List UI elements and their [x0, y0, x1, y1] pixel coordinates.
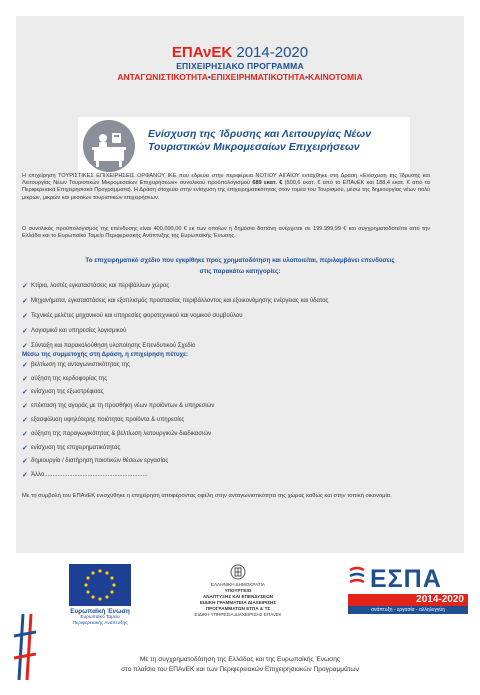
espa-wave-icon	[348, 566, 366, 592]
list-item	[22, 386, 432, 400]
budget-paragraph: Ο συνολικός προϋπολογισμός της επένδυσης είναι 400.000,00 € εκ των οποίων η δημόσια δαπάνη ανέρχεται σε 199.999,99 € και συγχρηματοδοτείται από την Ελλάδα και το Ευρωπαϊκό Ταμείο Περιφερειακής Ανάπτυξης της Ευρωπαϊκής Ένωσης.	[22, 226, 430, 240]
program-header	[16, 44, 464, 83]
investments-list	[22, 278, 432, 353]
list-item	[22, 413, 432, 427]
ministry-line: ΥΠΟΥΡΓΕΙΟ	[224, 588, 252, 593]
cofunding-line: στο πλαίσιο του ΕΠΑνΕΚ και των Περιφερειακών Επιχειρησιακών Προγραμμάτων	[121, 665, 359, 673]
intro-paragraph	[22, 173, 430, 202]
espa-tagline: ανάπτυξη - εργασία - αλληλεγγύη	[348, 606, 468, 614]
list-item	[22, 308, 432, 323]
slogan-innovation: ΚΑΙΝΟΤΟΜΙΑ	[307, 72, 363, 82]
list-item	[22, 399, 432, 413]
eu-fund-name: Περιφερειακής Ανάπτυξης	[72, 621, 128, 626]
cofunding-note	[0, 655, 480, 674]
check-icon: ✓	[22, 342, 28, 350]
eu-flag-icon	[69, 564, 131, 606]
check-icon: ✓	[22, 417, 28, 425]
espa-logo-top	[348, 564, 468, 594]
list-item	[22, 372, 432, 386]
slogan-entrepreneurship: ΕΠΙΧΕΙΡΗΜΑΤΙΚΟΤΗΤΑ	[210, 72, 305, 82]
check-icon: ✓	[22, 327, 28, 335]
ministry-line: ΕΙΔΙΚΗ ΓΡΑΜΜΑΤΕΙΑ ΔΙΑΧΕΙΡΙΣΗΣ	[199, 600, 277, 605]
check-icon: ✓	[22, 282, 28, 290]
list-item	[22, 441, 432, 455]
list-item-text: ενίσχυση της επιχειρηματικότητας	[31, 444, 121, 451]
list-item-text: Σύνταξη και παρακολούθηση υλοποίησης Επενδυτικού Σχεδίο	[31, 342, 196, 349]
list-item-text: εξασφάλιση υψηλότερης ποιότητας προϊόντα & υπηρεσίες	[31, 417, 185, 424]
list-item-text: Τεχνικές μελέτες μηχανικού και υπηρεσίες φοροτεχνικού και νομικού συμβούλου	[31, 312, 243, 319]
investments-heading-line: στις παρακάτω κατηγορίες:	[199, 268, 281, 275]
achievements-heading: Μέσω της συμμετοχής στη Δράση, η επιχείρηση πέτυχε:	[22, 351, 189, 358]
program-slogan	[16, 72, 464, 83]
brand-years: 2014-2020	[236, 44, 309, 61]
list-item	[22, 468, 432, 482]
ministry-logo	[168, 564, 308, 618]
check-icon: ✓	[22, 312, 28, 320]
slogan-dot: •	[304, 72, 308, 82]
check-icon: ✓	[22, 430, 28, 438]
intro-text-continued: (500,6 εκατ. € από το ΕΠΑνΕΚ και 188,4 εκατ. € από τα Περιφερειακά Επιχειρησιακά Προγράμματα). Η Δράση στοχεύει στην ενίσχυση της επιχειρηματικότητας στον τομέα του Τουρισμού, μέσω της δημιουργίας νέων πολύ μικρών, μικρών και μεσαίων τουριστικών επιχειρήσεων.	[22, 180, 430, 201]
check-icon: ✓	[22, 361, 28, 369]
intro-text: Η επιχείρηση ΤΟΥΡΙΣΤΙΚΕΣ ΕΠΙΧΕΙΡΗΣΕΙΣ ΟΡΦΑΝΟΥ ΙΚΕ που εδρεύει στην περιφέρεια ΝΟΤΙΟΥ ΑΙΓΑΙΟΥ εντάχθηκε στη Δράση «Ενίσχυση της Ίδρυσης και Λειτουργίας Νέων Τουριστικών Μικρομεσαίων Επιχειρήσεων» συνολικού προϋπολογισμού	[22, 173, 430, 187]
eu-fund-name: Ευρωπαϊκό Ταμείο	[80, 615, 120, 620]
list-item-text: αύξηση της κερδοφορίας της	[31, 375, 108, 382]
brand-name: ΕΠΑνΕΚ	[171, 44, 233, 61]
list-item-text: Λογισμικό και υπηρεσίες λογισμικού	[31, 327, 127, 334]
slogan-competitiveness: ΑΝΤΑΓΩΝΙΣΤΙΚΟΤΗΤΑ	[117, 72, 208, 82]
check-icon: ✓	[22, 444, 28, 452]
list-item	[22, 455, 432, 469]
espa-word: ΕΣΠΑ	[370, 565, 442, 593]
tourism-reception-icon	[82, 119, 136, 173]
action-banner	[78, 117, 410, 175]
greek-emblem-icon	[230, 564, 246, 580]
check-icon: ✓	[22, 403, 28, 411]
cofunding-line: Με τη συγχρηματοδότηση της Ελλάδας και της Ευρωπαϊκής Ένωσης	[139, 656, 341, 663]
list-item-text: Κτίρια, λοιπές εγκαταστάσεις και περιβάλλων χώρος	[31, 282, 170, 289]
list-item	[22, 293, 432, 308]
content-panel	[16, 16, 464, 553]
investments-heading	[16, 255, 464, 277]
intro-amount: 689 εκατ. €	[252, 180, 283, 187]
list-item-text: Άλλο..............................................................	[31, 472, 148, 479]
closing-paragraph: Με τη συμβολή του ΕΠΑνΕΚ ενισχύθηκε η επιχείρηση αποφέροντας οφέλη στην ανταγωνιστικότητα της χώρας καθώς και στην τοπική οικονομία.	[22, 493, 392, 499]
list-item-text: Μηχανήματα, εγκαταστάσεις και εξοπλισμός προστασίας περιβάλλοντος και εξοικονόμησης ενέργειας και ύδατος	[31, 297, 329, 304]
list-item-text: δημιουργία / διατήρηση ποιοτικών θέσεων εργασίας	[31, 458, 169, 465]
ministry-line: ΕΙΔΙΚΗ ΥΠΗΡΕΣΙΑ ΔΙΑΧΕΙΡΙΣΗΣ ΕΠΑνΕΚ	[194, 612, 282, 617]
list-item	[22, 427, 432, 441]
list-item	[22, 323, 432, 338]
check-icon: ✓	[22, 458, 28, 466]
espa-years: 2014-2020	[348, 594, 468, 606]
ministry-line: ΕΛΛΗΝΙΚΗ ΔΗΜΟΚΡΑΤΙΑ	[211, 582, 265, 587]
list-item-text: βελτίωση της ανταγωνιστικότητας της	[31, 361, 130, 368]
check-icon: ✓	[22, 375, 28, 383]
check-icon: ✓	[22, 472, 28, 480]
action-title: Ενίσχυση της Ίδρυσης και Λειτουργίας Νέων Τουριστικών Μικρομεσαίων Επιχειρήσεων	[148, 128, 372, 153]
logo-strip	[0, 560, 480, 626]
list-item-text: επέκταση της αγοράς με τη προσθήκη νέων προϊόντων & υπηρεσιών	[31, 403, 215, 410]
slogan-dot: •	[207, 72, 211, 82]
ministry-line: ΠΡΟΓΡΑΜΜΑΤΩΝ ΕΤΠΑ & ΤΣ	[205, 606, 271, 611]
espa-logo	[348, 564, 468, 614]
check-icon: ✓	[22, 389, 28, 397]
ministry-line: ΑΝΑΠΤΥΞΗΣ ΚΑΙ ΕΠΕΝΔΥΣΕΩΝ	[202, 594, 274, 599]
check-icon: ✓	[22, 297, 28, 305]
program-brand	[16, 44, 464, 61]
list-item	[22, 278, 432, 293]
list-item-text: ενίσχυση της εξωστρέφειας	[31, 389, 104, 396]
investments-heading-line: Το επιχειρηματικό σχέδιο που εγκρίθηκε προς χρηματοδότηση και υλοποιείται, περιλαμβάνει επενδύσεις	[85, 257, 395, 264]
eu-logo	[55, 564, 145, 627]
list-item-text: αύξηση της παραγωγικότητας & βελτίωση λειτουργικών διαδικασιών	[31, 430, 212, 437]
achievements-list	[22, 358, 432, 482]
eu-name: Ευρωπαϊκή Ένωση	[70, 608, 130, 615]
program-subtitle: ΕΠΙΧΕΙΡΗΣΙΑΚΟ ΠΡΟΓΡΑΜΜΑ	[176, 61, 304, 71]
list-item	[22, 358, 432, 372]
